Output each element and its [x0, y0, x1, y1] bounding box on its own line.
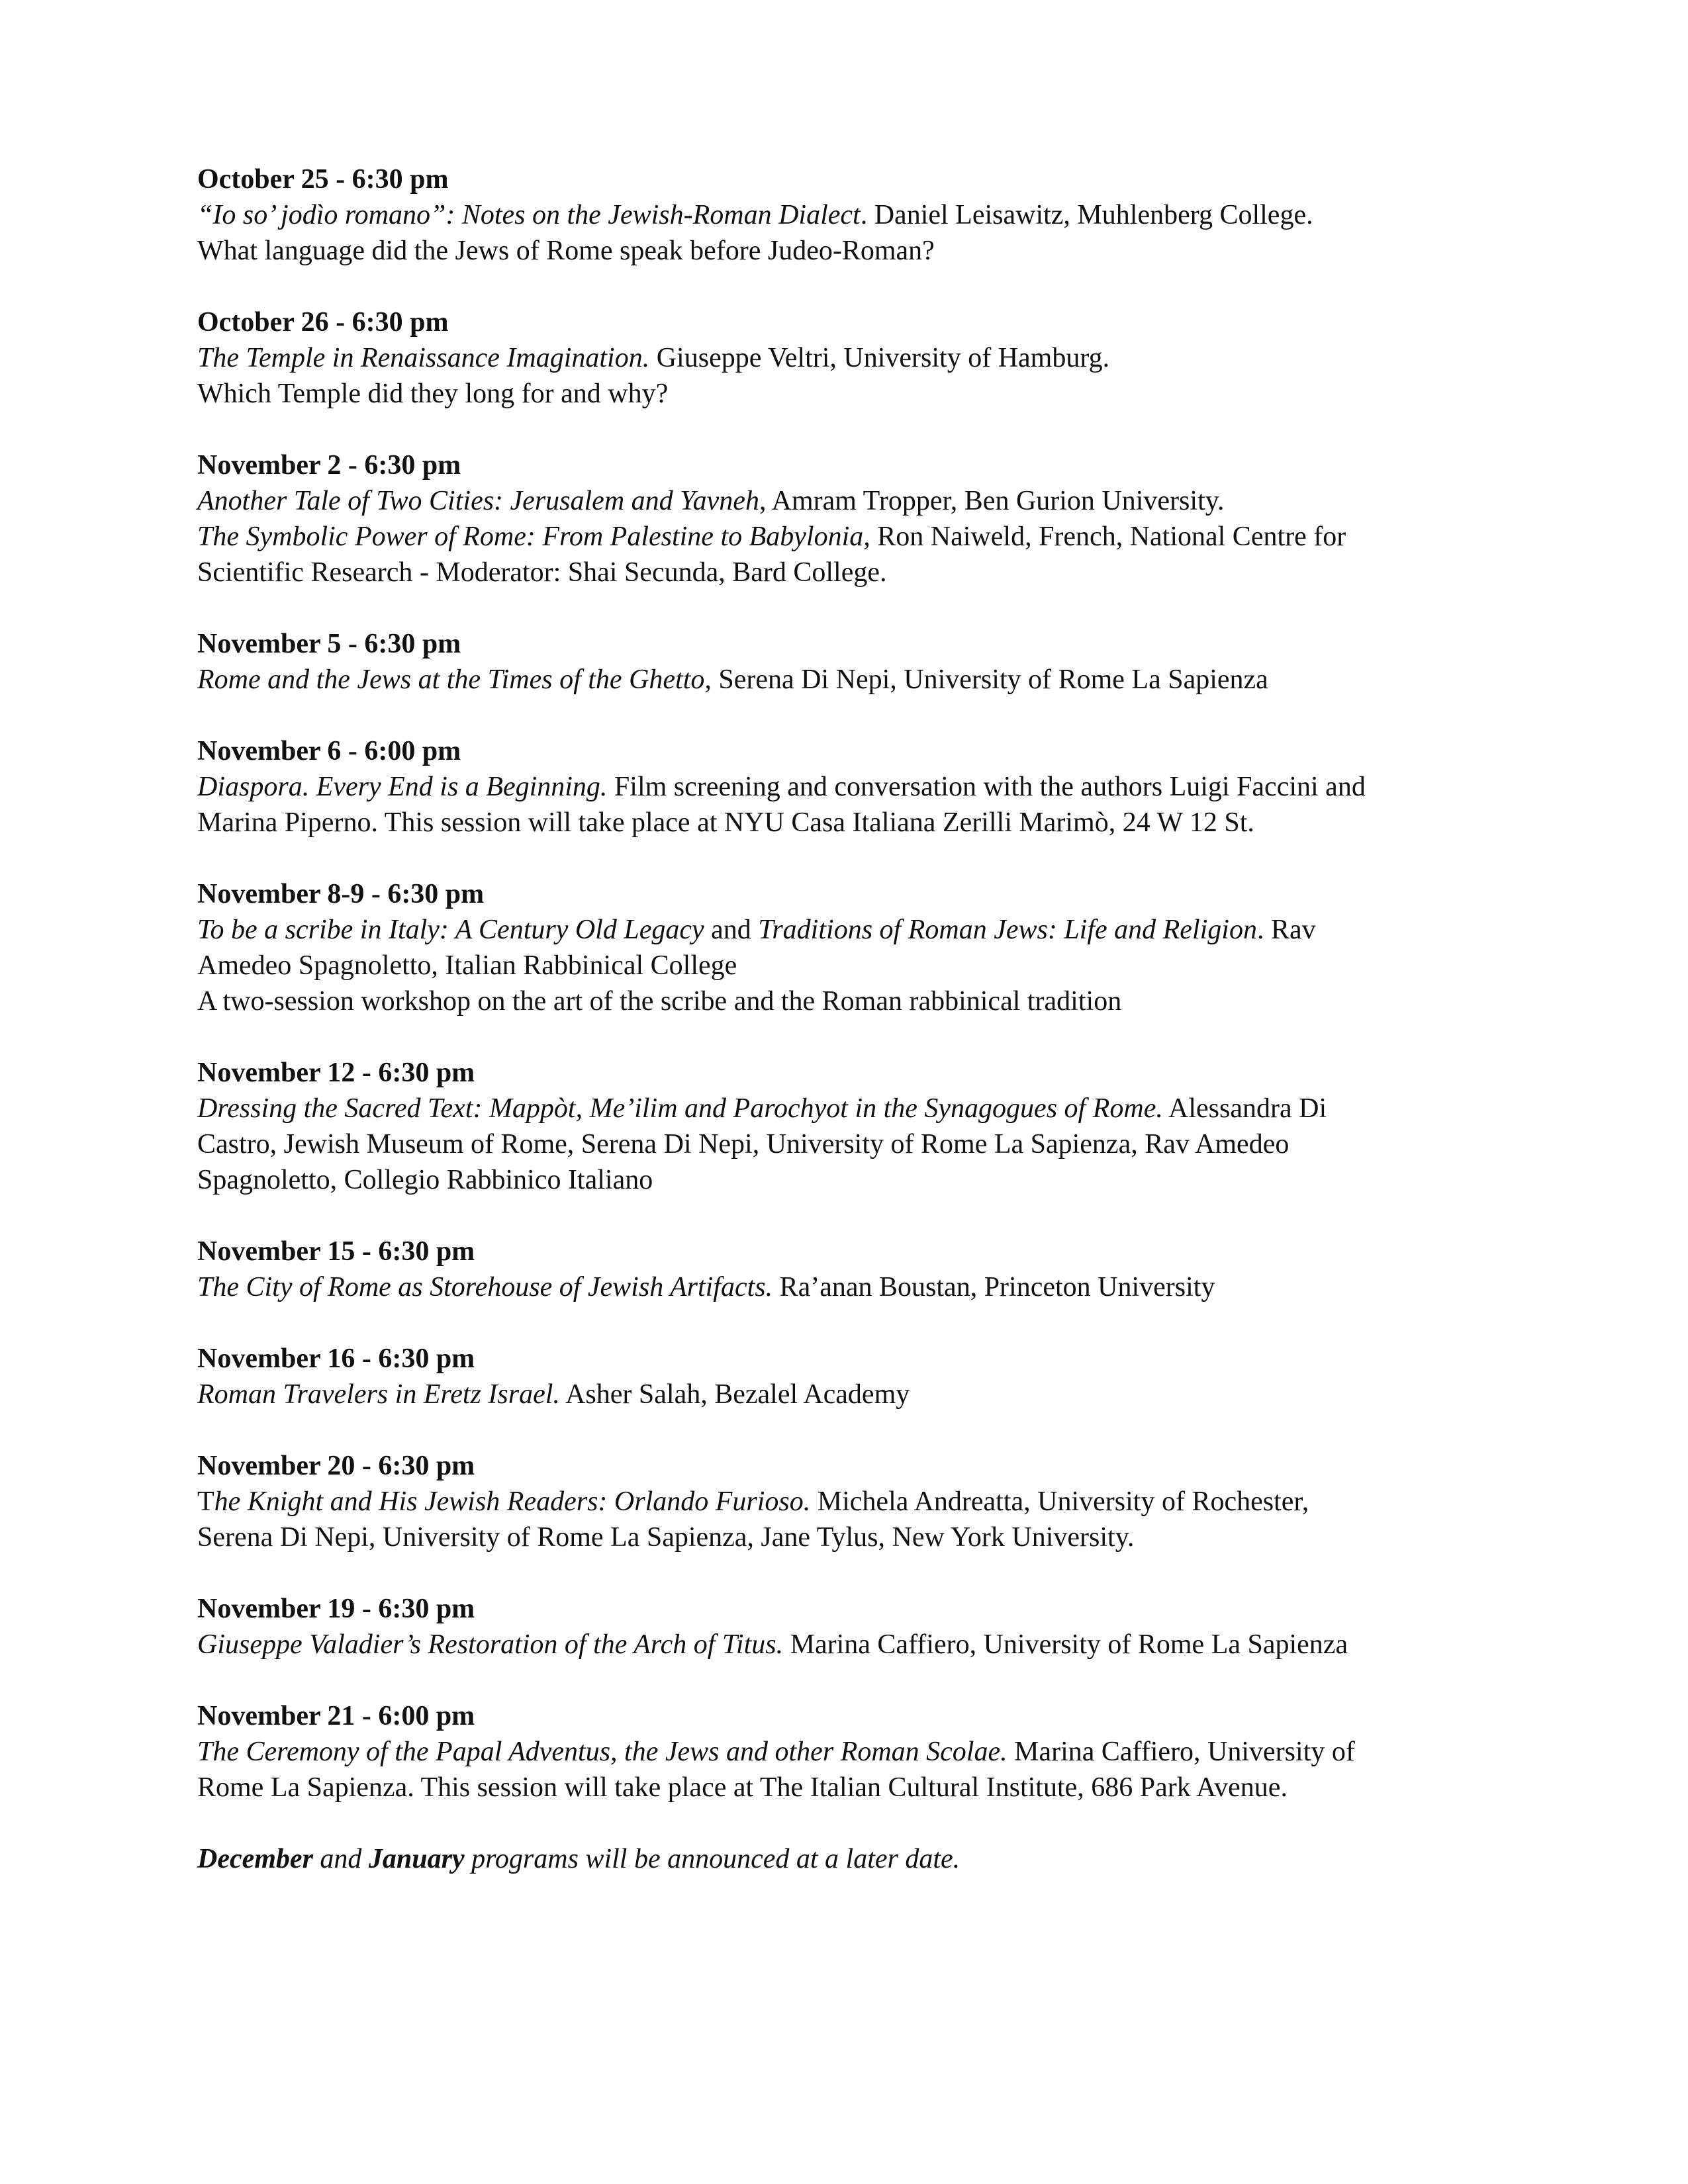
event-date: November 2 - 6:30 pm	[197, 450, 461, 480]
event-title-text: “Io so’ jodìo romano”: Notes on the Jewish-Roman Dialect	[197, 200, 861, 230]
event-description-line	[197, 483, 1508, 519]
event-title-text: Diaspora. Every End is a Beginning.	[197, 772, 608, 802]
events-schedule	[197, 161, 1508, 1877]
event-description-line	[197, 805, 1508, 841]
event-date: November 12 - 6:30 pm	[197, 1058, 475, 1088]
event-detail-text: Spagnoletto, Collegio Rabbinico Italiano	[197, 1165, 653, 1195]
event-title-text: The Ceremony of the Papal Adventus, the Jews and other Roman Scolae.	[197, 1737, 1008, 1767]
event-title-text: Dressing the Sacred Text: Mappòt, Me’ilim and Parochyot in the Synagogues of Rome.	[197, 1093, 1163, 1124]
event-description-line	[197, 1627, 1508, 1662]
event-description-line	[197, 519, 1508, 555]
event-description-line	[197, 769, 1508, 805]
event-item	[197, 1234, 1508, 1305]
footer-text: programs will be announced at a later date.	[464, 1844, 961, 1874]
event-date: October 25 - 6:30 pm	[197, 164, 449, 195]
event-detail-text: . Daniel Leisawitz, Muhlenberg College.	[860, 200, 1313, 230]
event-detail-text: Which Temple did they long for and why?	[197, 379, 669, 409]
event-description-line	[197, 662, 1508, 698]
event-description-line	[197, 948, 1508, 983]
event-detail-text: A two-session workshop on the art of the scribe and the Roman rabbinical tradition	[197, 986, 1122, 1017]
footer-note	[197, 1841, 1508, 1877]
event-detail-text: Ra’anan Boustan, Princeton University	[773, 1272, 1215, 1302]
event-list	[197, 161, 1508, 1805]
event-title-text: The City of Rome as Storehouse of Jewish Artifacts.	[197, 1272, 773, 1302]
event-description-line	[197, 340, 1508, 376]
event-date: November 5 - 6:30 pm	[197, 629, 461, 659]
event-description-line	[197, 1770, 1508, 1805]
event-detail-text: Marina Caffiero, University of	[1007, 1737, 1355, 1767]
event-description-line	[197, 1520, 1508, 1555]
event-detail-text: Amedeo Spagnoletto, Italian Rabbinical College	[197, 950, 737, 981]
event-detail-text: Film screening and conversation with the authors Luigi Faccini and	[607, 772, 1366, 802]
event-date: November 21 - 6:00 pm	[197, 1701, 475, 1731]
event-item	[197, 1341, 1508, 1412]
event-description-line	[197, 376, 1508, 412]
event-item	[197, 447, 1508, 590]
event-detail-text: , Amram Tropper, Ben Gurion University.	[759, 486, 1225, 516]
event-title-text: Traditions of Roman Jews: Life and Religion	[758, 915, 1257, 945]
event-item	[197, 1698, 1508, 1805]
event-detail-text: . Rav	[1256, 915, 1316, 945]
event-date: November 8-9 - 6:30 pm	[197, 879, 485, 909]
event-date: November 16 - 6:30 pm	[197, 1343, 475, 1374]
event-detail-text: Rome La Sapienza. This session will take place at The Italian Cultural Institute, 686 Park Avenue.	[197, 1772, 1288, 1803]
footer-month: January	[368, 1844, 465, 1874]
event-date: November 6 - 6:00 pm	[197, 736, 461, 766]
event-item	[197, 733, 1508, 841]
event-description-line	[197, 1269, 1508, 1305]
event-title-text: To be a scribe in Italy: A Century Old Legacy	[197, 915, 704, 945]
event-title-text: he Knight and His Jewish Readers: Orlando Furioso.	[214, 1486, 811, 1517]
event-detail-text: Asher Salah, Bezalel Academy	[559, 1379, 910, 1410]
event-detail-text: Scientific Research - Moderator: Shai Secunda, Bard College.	[197, 557, 887, 588]
event-description-line	[197, 1484, 1508, 1520]
event-date: November 19 - 6:30 pm	[197, 1594, 475, 1624]
event-detail-text: and	[704, 915, 759, 945]
footer-month: December	[197, 1844, 313, 1874]
event-item	[197, 161, 1508, 269]
event-title-text: The Symbolic Power of Rome: From Palestine to Babylonia,	[197, 522, 870, 552]
event-date: November 15 - 6:30 pm	[197, 1236, 475, 1267]
event-item	[197, 876, 1508, 1019]
event-item	[197, 1591, 1508, 1662]
event-title-text: Rome and the Jews at the Times of the Ghetto,	[197, 664, 712, 695]
event-detail-text: What language did the Jews of Rome speak before Judeo-Roman?	[197, 236, 935, 266]
event-description-line	[197, 233, 1508, 269]
event-description-line	[197, 1734, 1508, 1770]
event-description-line	[197, 555, 1508, 590]
event-title-text: Roman Travelers in Eretz Israel.	[197, 1379, 560, 1410]
event-item	[197, 626, 1508, 698]
event-title-text: The Temple in Renaissance Imagination.	[197, 343, 650, 373]
event-detail-text: Serena Di Nepi, University of Rome La Sapienza	[711, 664, 1268, 695]
event-detail-text: Marina Piperno. This session will take place at NYU Casa Italiana Zerilli Marimò, 24 W 12 St.	[197, 807, 1254, 838]
event-item	[197, 304, 1508, 412]
event-date: November 20 - 6:30 pm	[197, 1451, 475, 1481]
event-item	[197, 1448, 1508, 1555]
footer-text: and	[312, 1844, 369, 1874]
event-description-line	[197, 1377, 1508, 1412]
event-description-line	[197, 1126, 1508, 1162]
event-item	[197, 1055, 1508, 1198]
event-description-line	[197, 1091, 1508, 1126]
event-detail-text: Serena Di Nepi, University of Rome La Sapienza, Jane Tylus, New York University.	[197, 1522, 1135, 1553]
event-detail-text: T	[197, 1486, 214, 1517]
event-title-text: Giuseppe Valadier’s Restoration of the Arch of Titus.	[197, 1629, 784, 1660]
event-date: October 26 - 6:30 pm	[197, 307, 449, 338]
event-description-line	[197, 983, 1508, 1019]
event-detail-text: Michela Andreatta, University of Rochester,	[810, 1486, 1309, 1517]
event-description-line	[197, 197, 1508, 233]
event-detail-text: Ron Naiweld, French, National Centre for	[870, 522, 1346, 552]
event-description-line	[197, 1162, 1508, 1198]
event-detail-text: Alessandra Di	[1162, 1093, 1327, 1124]
event-description-line	[197, 912, 1508, 948]
event-detail-text: Marina Caffiero, University of Rome La Sapienza	[783, 1629, 1348, 1660]
event-detail-text: Giuseppe Veltri, University of Hamburg.	[649, 343, 1110, 373]
event-detail-text: Castro, Jewish Museum of Rome, Serena Di Nepi, University of Rome La Sapienza, Rav Amedeo	[197, 1129, 1289, 1160]
event-title-text: Another Tale of Two Cities: Jerusalem and Yavneh	[197, 486, 759, 516]
